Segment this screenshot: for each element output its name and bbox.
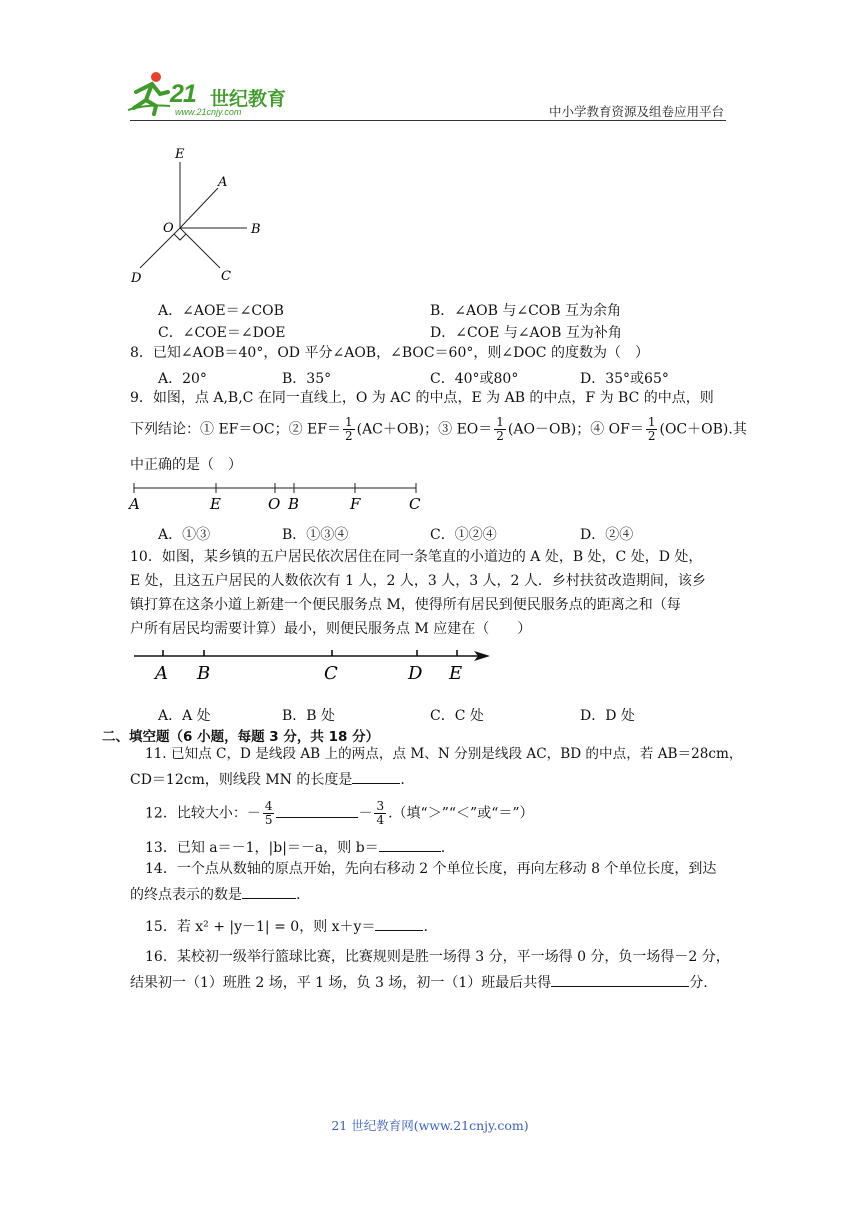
- q14-answer-blank[interactable]: [242, 884, 296, 899]
- q12-text-pre: 12．比较大小：－: [145, 805, 261, 822]
- q14-line2: [130, 884, 300, 904]
- label-b: B: [251, 222, 261, 237]
- q12-frac-1: $\frac{4}{5}$: [264, 799, 273, 827]
- seg-label-b: B: [288, 495, 300, 513]
- q9-option-d: D．②④: [580, 527, 634, 543]
- angle-figure: [125, 142, 275, 290]
- q7-option-d: D．∠COE 与∠AOB 互为补角: [430, 325, 622, 341]
- seg-label-e: E: [210, 495, 221, 513]
- logo-url: www.21cnjy.com: [175, 107, 242, 117]
- q12-text-mid: －: [358, 805, 373, 822]
- q16-answer-blank[interactable]: [551, 972, 689, 987]
- header-rule: [130, 120, 726, 121]
- q13-text: 13．已知 a＝－1，|b|＝－a，则 b＝: [145, 840, 379, 856]
- seg-label-c: C: [409, 495, 421, 513]
- road-figure: [128, 645, 494, 685]
- road-label-e: E: [449, 663, 463, 684]
- q10-line1: 10．如图，某乡镇的五户居民依次居住在同一条笔直的小道边的 A 处，B 处，C 处，D 处，: [130, 549, 703, 565]
- q15-answer-blank[interactable]: [375, 916, 423, 931]
- q9-frac-3: $\frac{1}{2}$: [647, 415, 656, 443]
- q9-line3: 中正确的是（ ）: [130, 457, 242, 473]
- q12-text-post: .（填“＞”“＜”或“＝”）: [388, 805, 534, 822]
- q16-line2-post: 分.: [689, 975, 708, 991]
- q8-option-b: B．35°: [282, 371, 332, 387]
- section-2-title: 二、填空题（6 小题，每题 3 分，共 18 分）: [102, 729, 380, 745]
- q10-line4: 户所有居民均需要计算）最小，则便民服务点 M 应建在（ ）: [130, 621, 532, 637]
- q9-line2: [130, 416, 747, 443]
- q10-option-d: D．D 处: [580, 708, 635, 724]
- seg-label-f: F: [350, 495, 361, 513]
- q12-frac-2: $\frac{3}{4}$: [376, 799, 385, 827]
- q8-option-a: A．20°: [158, 371, 207, 387]
- q10-option-c: C．C 处: [430, 708, 484, 724]
- q13-text-post: .: [440, 840, 446, 856]
- q9-line2-pre: 下列结论：① EF＝OC；② EF＝: [130, 421, 341, 438]
- q9-line2-b: (AO－OB)；④ OF＝: [507, 421, 644, 438]
- header-platform-text: 中小学教育资源及组卷应用平台: [548, 104, 724, 119]
- q8-option-c: C．40°或80°: [430, 371, 519, 387]
- logo-number: 21: [170, 80, 196, 108]
- q13-line: [145, 837, 445, 857]
- q11-line1: 11. 已知点 C，D 是线段 AB 上的两点，点 M、N 分别是线段 AC，BD 的中点，若 AB＝28cm，: [145, 746, 743, 762]
- q8-option-d: D．35°或65°: [580, 371, 669, 387]
- runner-logo-icon: [126, 70, 174, 116]
- q11-line2: [130, 769, 405, 789]
- footer-text: 21 世纪教育网(www.21cnjy.com): [331, 1118, 529, 1133]
- ray-oa: [180, 188, 218, 228]
- q10-option-b: B．B 处: [282, 708, 336, 724]
- road-label-b: B: [197, 663, 211, 684]
- label-d: D: [131, 271, 142, 286]
- q9-option-a: A．①③: [158, 527, 211, 543]
- q11-answer-blank[interactable]: [352, 769, 400, 784]
- q9-frac-2: $\frac{1}{2}$: [496, 415, 504, 443]
- road-label-d: D: [408, 663, 423, 684]
- label-o: O: [163, 221, 174, 236]
- q7-option-b: B．∠AOB 与∠COB 互为余角: [430, 303, 622, 319]
- q7-option-a: A．∠AOE＝∠COB: [158, 303, 284, 319]
- q10-line3: 镇打算在这条小道上新建一个便民服务点 M，使得所有居民到便民服务点的距离之和（每: [130, 597, 681, 613]
- q15-line: [145, 916, 428, 936]
- q12-answer-blank[interactable]: [276, 803, 358, 818]
- q16-line1: 16．某校初一级举行篮球比赛，比赛规则是胜一场得 3 分，平一场得 0 分，负一场得－2 分，: [145, 949, 730, 965]
- q9-option-c: C．①②④: [430, 527, 497, 543]
- q16-line2: [130, 972, 708, 992]
- label-e: E: [175, 147, 185, 162]
- q14-line2-post: .: [296, 887, 301, 903]
- seg-label-o: O: [268, 495, 281, 513]
- seg-label-a: A: [129, 495, 140, 513]
- q11-line2-text: CD＝12cm，则线段 MN 的长度是: [130, 772, 353, 788]
- segment-figure: [128, 482, 428, 514]
- q10-line2: E 处，且这五户居民的人数依次有 1 人，2 人，3 人，3 人，2 人．乡村扶贫改造期间，该乡: [130, 573, 706, 589]
- logo-name: 世纪教育: [210, 88, 287, 110]
- q14-line1: 14．一个点从数轴的原点开始，先向右移动 2 个单位长度，再向左移动 8 个单位长度，到达: [145, 861, 717, 877]
- label-c: C: [221, 269, 231, 284]
- q16-line2-text: 结果初一（1）班胜 2 场，平 1 场，负 3 场，初一（1）班最后共得: [130, 975, 552, 991]
- q15-text: 15．若 x² + |y－1| = 0，则 x＋y＝: [145, 919, 376, 935]
- label-a: A: [218, 175, 228, 190]
- q11-line2-post: .: [400, 772, 405, 788]
- q10-option-a: A．A 处: [158, 708, 211, 724]
- road-label-a: A: [155, 663, 168, 684]
- q15-text-post: .: [423, 919, 428, 935]
- q9-line2-a: (AC＋OB)；③ EO＝: [356, 421, 493, 438]
- q12-line: [145, 800, 534, 827]
- q13-answer-blank[interactable]: [379, 837, 441, 852]
- right-angle-mark: [174, 234, 186, 240]
- road-label-c: C: [324, 663, 338, 684]
- q8-stem: 8．已知∠AOB＝40°，OD 平分∠AOB，∠BOC＝60°，则∠DOC 的度数为（ ）: [130, 345, 649, 361]
- q7-option-c: C．∠COE＝∠DOE: [158, 325, 286, 341]
- q14-line2-text: 的终点表示的数是: [130, 887, 242, 903]
- q9-option-b: B．①③④: [282, 527, 349, 543]
- q9-line1: 9．如图，点 A,B,C 在同一直线上，O 为 AC 的中点，E 为 AB 的中点，F 为 BC 的中点，则: [130, 390, 714, 406]
- q9-frac-1: $\frac{1}{2}$: [344, 415, 353, 443]
- q9-line2-c: (OC＋OB).其: [659, 421, 747, 438]
